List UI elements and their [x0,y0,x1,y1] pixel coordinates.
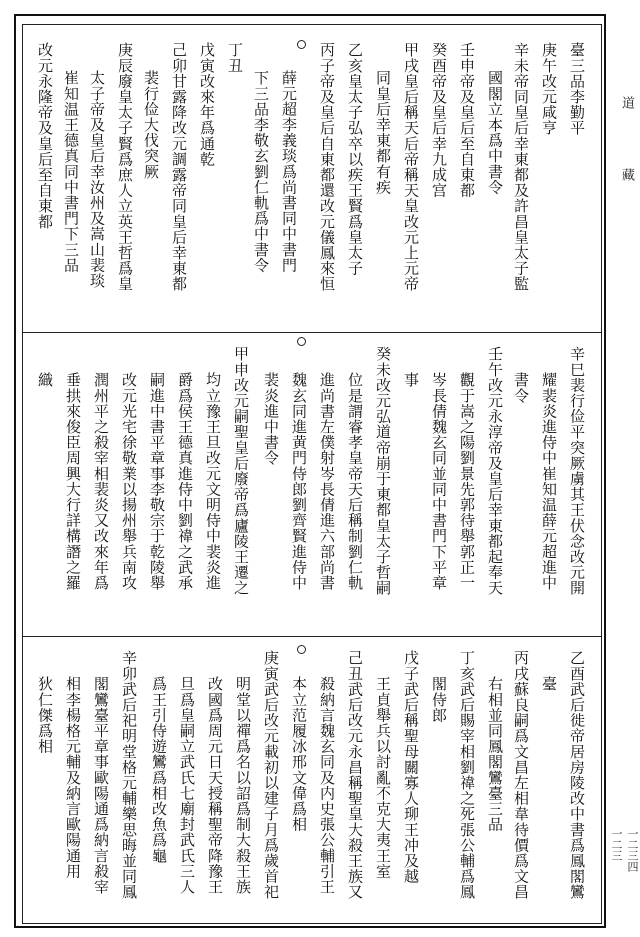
panel3-column: 爲王引侍遊鸞爲相改魚爲龜 [150,676,168,864]
panel1-column: 崔知温王德真同中書門下三品 [62,70,80,273]
panel2-column: 癸未改元弘道帝崩于東都皇太子哲嗣 [374,346,392,596]
panel2-column: 觀于嵩之陽劉景先郭待舉郭正一 [458,372,476,591]
panel1-column: 薛元超李義琰爲尚書同中書門 [280,70,298,273]
panel1-column: 辛未帝同皇后幸東都及許昌皇太子監 [512,42,530,292]
panel1-column: 乙亥皇太子弘卒以疾王賢爲皇太子 [346,42,364,276]
panel3-column: 閣侍郎 [430,676,448,723]
panel2-column: 岑長倩魏玄同並同中書門下平章 [430,372,448,591]
panel1-column: 臺三品李勤平 [568,42,586,136]
panel1-column: 癸酉帝及皇后幸九成宫 [430,42,448,198]
panel1-column: 丙子帝及皇后自東都還改元儀鳳來恒 [318,42,336,292]
panel2-column: 垂拱來俊臣周興大行詳構譖之羅 [64,372,82,591]
panel3-column: 狄仁傑爲相 [36,676,54,754]
panel3-column: 王貞舉兵以討亂不克大夷王室 [374,676,392,879]
panel2-column: 裴炎進中書令 [262,372,280,466]
panel3-column: 閣鸞臺平章事歐陽通爲納言殺宰 [92,676,110,895]
panel3-column: 旦爲皇嗣立武氏七廟封武氏三人 [178,676,196,895]
panel3-column: 乙酉武后徙帝居房陵改中書爲鳳閣鸞 [568,650,586,900]
panel2-column: 爵爲侯王德真進侍中劉禕之武承 [176,372,194,591]
panel3-column: 明堂以禪爲名以詔爲制大殺王族 [234,676,252,895]
binding-hole-2 [297,337,306,346]
panel3-column: 改國爲周元日天授稱聖帝降豫王 [206,676,224,895]
book-title-margin: 道 [619,96,634,109]
panel3-column: 庚寅武后改元載初以建子月爲歲首祀 [262,650,280,900]
panel3-column: 戊子武后稱聖母關寡人珋王冲及越 [402,650,420,884]
page-number-a: 一二三 [610,828,623,861]
panel1-column: 戊寅改來年爲通乾 [198,42,216,167]
book-sub-margin: 藏 [619,168,634,181]
panel2-column: 進尚書左僕射岑長倩進六部尚書 [318,372,336,591]
panel3-column: 殺納言魏玄同及内史張公輔引王 [318,676,336,895]
panel1-column: 壬申帝及皇后至自東都 [458,42,476,198]
panel2-column: 改元光宅徐敬業以揚州舉兵南攻 [120,372,138,591]
panel3-column: 本立范履冰邢文偉爲相 [290,676,308,832]
binding-hole-3 [297,645,306,654]
panel3-column: 己丑武后改元永昌稱聖皇大殺王族又 [346,650,364,900]
page-number-b: 一二三四 [626,828,639,872]
binding-hole-1 [297,40,306,49]
panel2-column: 甲申改元嗣聖皇后廢帝爲廬陵王遷之 [232,346,250,596]
panel2-column: 事 [402,372,420,388]
panel1-column: 丁丑 [226,42,244,74]
panel2-column: 辛巳裴行俭平突厥虜其王伏念改元開 [568,346,586,596]
panel2-column: 位是謂睿孝皇帝天后稱制劉仁軌 [346,372,364,591]
panel1-column: 同皇后幸東都有疾 [374,70,392,195]
panel1-column: 庚辰廢皇太子賢爲庶人立英王哲爲皇 [116,42,134,292]
panel2-column: 魏玄同進黄門侍郎劉齊賢進侍中 [290,372,308,591]
panel2-column: 壬午改元永淳帝及皇后幸東都起奉天 [486,346,504,596]
panel2-column: 潤州平之殺宰相裴炎又改來年爲 [92,372,110,591]
panel2-column: 書令 [512,372,530,404]
panel2-column: 嗣進中書平章事李敬宗于乾陵舉 [148,372,166,591]
panel3-column: 右相並同鳳閣鸞臺三品 [486,676,504,832]
panel1-column: 國閣立本爲中書令 [486,70,504,195]
panel3-column: 相李楊格元輔及納言歐陽通用 [64,676,82,879]
panel3-column: 丁亥武后賜宰相劉禕之死張公輔爲鳳 [458,650,476,900]
panel1-column: 庚午改元咸亨 [540,42,558,136]
panel1-column: 裴行俭大伐突厥 [142,70,160,180]
panel2-column: 織 [36,372,54,388]
panel-divider-2 [22,636,602,637]
panel-divider-1 [22,332,602,333]
panel2-column: 均立豫王旦改元文明侍中裴炎進 [204,372,222,591]
panel2-column: 耀裴炎進侍中崔知温薛元超進中 [540,372,558,591]
panel3-column: 臺 [540,676,558,692]
panel1-column: 下三品李敬玄劉仁軌爲中書令 [252,70,270,273]
panel1-column: 改元永隆帝及皇后至自東都 [36,42,54,230]
panel1-column: 甲戌皇后稱天后帝稱天皇改元上元帝 [402,42,420,292]
panel1-column: 己卯甘露降改元調露帝同皇后幸東都 [170,42,188,292]
panel1-column: 太子帝及皇后幸汝州及嵩山裴琰 [88,70,106,289]
panel3-column: 丙戌蘇良嗣爲文昌左相韋待價爲文昌 [512,650,530,900]
panel3-column: 辛卯武后祀明堂格元輔樂思晦並同鳳 [120,650,138,900]
